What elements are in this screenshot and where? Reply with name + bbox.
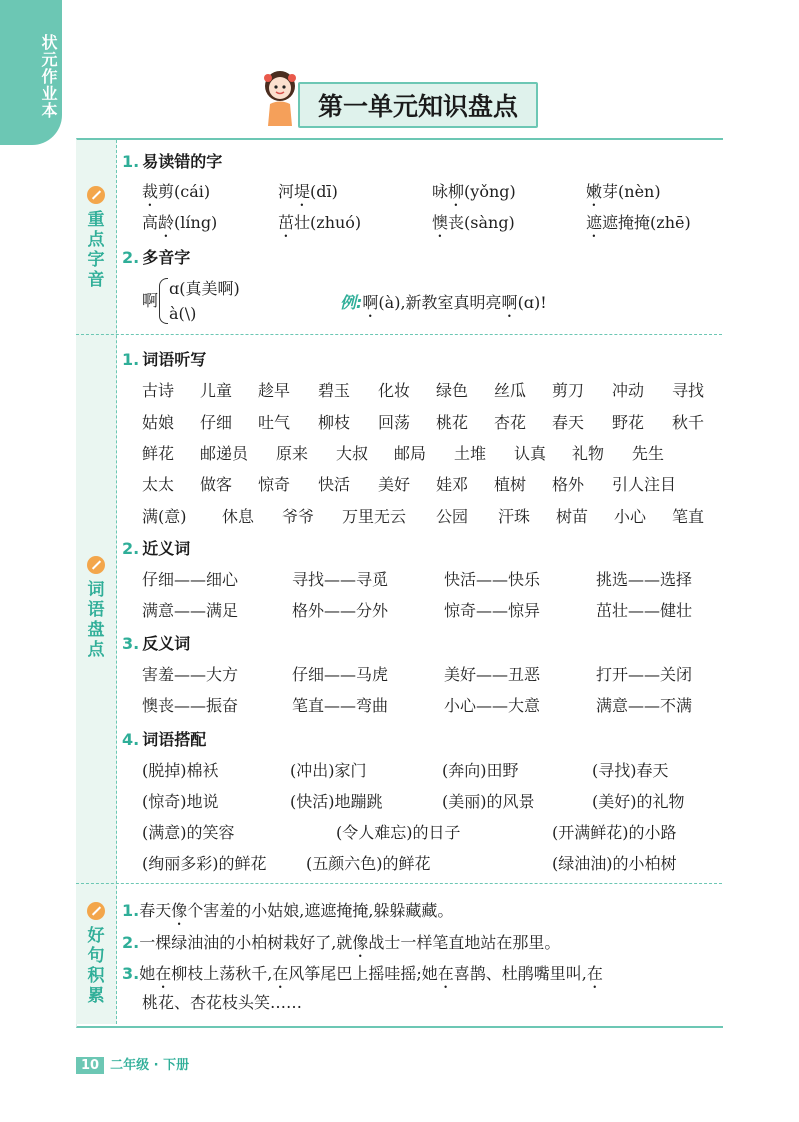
- sentence-text: 风筝尾巴上摇哇摇;她: [288, 964, 438, 983]
- dictation-word: 满(意): [142, 507, 187, 526]
- item-text: 遮掩掩(zhē): [602, 213, 691, 232]
- dictation-word: 丝瓜: [494, 381, 527, 400]
- heading-number: 2.: [122, 248, 140, 267]
- dictation-word: 化妆: [378, 381, 411, 400]
- sentence-dotted-char: 在: [155, 964, 172, 983]
- dictation-word: 爷爷: [282, 507, 315, 526]
- heading-text: 易读错的字: [142, 152, 223, 171]
- synonym-pair: 寻找——寻觅: [292, 570, 389, 589]
- dictation-word: 休息: [222, 507, 255, 526]
- dictation-word: 碧玉: [318, 381, 351, 400]
- heading-polyphone: [122, 245, 190, 268]
- dictation-word: 柳枝: [318, 413, 351, 432]
- heading-number: 2.: [122, 539, 140, 558]
- page-title: 第一单元知识盘点: [298, 82, 538, 128]
- dictation-word: 趁早: [258, 381, 291, 400]
- dictation-word: 鲜花: [142, 444, 175, 463]
- footer: [76, 1054, 189, 1074]
- item-dotted-char: 遮: [586, 213, 603, 232]
- dictation-word: 笔直: [672, 507, 705, 526]
- heading-text: 词语搭配: [142, 730, 207, 749]
- dictation-word: 吐气: [258, 413, 291, 432]
- section-divider: [76, 334, 722, 335]
- collocation-item: (开满鲜花)的小路: [552, 823, 677, 842]
- section-label-pronunciation: [76, 186, 116, 290]
- side-tab: [0, 0, 62, 145]
- collocation-item: (令人难忘)的日子: [336, 823, 461, 842]
- item-text: 壮(zhuó): [294, 213, 362, 232]
- sentence-line: [142, 990, 302, 1013]
- pencil-icon: [87, 902, 105, 920]
- antonym-pair: 仔细——马虎: [292, 665, 389, 684]
- collocation-item: (美好)的礼物: [592, 792, 685, 811]
- dictation-word: 秋千: [672, 413, 705, 432]
- sentence-text: 一棵绿油油的小柏树栽好了,就: [139, 933, 353, 952]
- sentence-dotted-char: 在: [272, 964, 289, 983]
- example-text: (ɑ)!: [517, 293, 547, 312]
- sentence-text: 个害羞的小姑娘,遮遮掩掩,躲躲藏藏。: [187, 901, 454, 920]
- item-text: 咏: [432, 182, 449, 201]
- heading-dictation: [122, 347, 206, 370]
- dictation-word: 回荡: [378, 413, 411, 432]
- dictation-word: 剪刀: [552, 381, 585, 400]
- pronunciation-item: [432, 179, 516, 210]
- item-text: (yǒng): [464, 182, 516, 201]
- dictation-word: 快活: [318, 475, 351, 494]
- antonym-pair: 打开——关闭: [596, 665, 693, 684]
- antonym-pair: 美好——丑恶: [444, 665, 541, 684]
- dictation-word: 娃邓: [436, 475, 469, 494]
- dictation-word: 土堆: [454, 444, 487, 463]
- dictation-word: 儿童: [200, 381, 233, 400]
- synonym-pair: 挑选——选择: [596, 570, 693, 589]
- sentence-dotted-char: 像: [352, 933, 369, 952]
- page-number: 10: [76, 1057, 104, 1074]
- section-label-text: 重点字音: [87, 210, 105, 290]
- section-label-text: 好句积累: [87, 926, 105, 1006]
- synonym-pair: 惊奇——惊异: [444, 601, 541, 620]
- dictation-word: 寻找: [672, 381, 705, 400]
- collocation-item: (冲出)家门: [290, 761, 367, 780]
- heading-text: 多音字: [142, 248, 191, 267]
- heading-antonyms: [122, 631, 190, 654]
- sentence-line: [122, 898, 453, 929]
- antonym-pair: 满意——不满: [596, 696, 693, 715]
- dictation-word: 认真: [514, 444, 547, 463]
- section-divider: [76, 883, 722, 884]
- pencil-icon: [87, 556, 105, 574]
- sentence-number: 1.: [122, 901, 140, 920]
- pencil-icon: [87, 186, 105, 204]
- sentence-text: 她: [139, 964, 156, 983]
- collocation-item: (五颜六色)的鲜花: [306, 854, 431, 873]
- sentence-line: [122, 930, 560, 961]
- dictation-word: 小心: [614, 507, 647, 526]
- dictation-word: 大叔: [336, 444, 369, 463]
- item-text: 丧(sàng): [448, 213, 515, 232]
- collocation-item: (奔向)田野: [442, 761, 519, 780]
- pronunciation-item: [586, 179, 661, 210]
- example-text: (à),新教室真明亮: [378, 293, 502, 312]
- synonym-pair: 快活——快乐: [444, 570, 541, 589]
- sentence-dotted-char: 在: [437, 964, 454, 983]
- item-text: 高: [142, 213, 159, 232]
- dictation-word: 格外: [552, 475, 585, 494]
- synonym-pair: 茁壮——健壮: [596, 601, 693, 620]
- item-dotted-char: 柳: [448, 182, 465, 201]
- collocation-item: (满意)的笑容: [142, 823, 235, 842]
- sentence-text: 春天: [139, 901, 172, 920]
- item-text: 芽(nèn): [602, 182, 661, 201]
- polyphone-example: [340, 290, 547, 321]
- item-dotted-char: 茁: [278, 213, 295, 232]
- dictation-word: 引人注目: [612, 475, 677, 494]
- collocation-item: (寻找)春天: [592, 761, 669, 780]
- heading-text: 词语听写: [142, 350, 207, 369]
- item-dotted-char: 懊: [432, 213, 449, 232]
- dictation-word: 春天: [552, 413, 585, 432]
- item-text: (líng): [174, 213, 218, 232]
- collocation-item: (脱掉)棉袄: [142, 761, 219, 780]
- item-dotted-char: 嫩: [586, 182, 603, 201]
- collocation-item: (美丽)的风景: [442, 792, 535, 811]
- heading-synonyms: [122, 536, 190, 559]
- dictation-word: 野花: [612, 413, 645, 432]
- dictation-word: 邮递员: [200, 444, 249, 463]
- antonym-pair: 懊丧——振奋: [142, 696, 239, 715]
- dictation-word: 姑娘: [142, 413, 175, 432]
- dictation-word: 美好: [378, 475, 411, 494]
- side-tab-text: 状元作业本: [39, 34, 58, 119]
- collocation-item: (快活)地蹦跳: [290, 792, 383, 811]
- example-char: 啊: [501, 293, 518, 312]
- item-dotted-char: 裁: [142, 182, 159, 201]
- dictation-word: 公园: [436, 507, 469, 526]
- dictation-word: 杏花: [494, 413, 527, 432]
- pronunciation-item: [142, 179, 210, 210]
- dictation-word: 植树: [494, 475, 527, 494]
- section-label-text: 词语盘点: [87, 580, 105, 660]
- dictation-word: 原来: [276, 444, 309, 463]
- heading-pronunciation: [122, 149, 222, 172]
- dictation-word: 桃花: [436, 413, 469, 432]
- polyphone-char: 啊: [142, 291, 159, 310]
- heading-number: 1.: [122, 152, 140, 171]
- antonym-pair: 小心——大意: [444, 696, 541, 715]
- sentence-text: 桃花、杏花枝头笑……: [142, 993, 303, 1012]
- dictation-word: 古诗: [142, 381, 175, 400]
- dictation-word: 冲动: [612, 381, 645, 400]
- dictation-word: 做客: [200, 475, 233, 494]
- section-label-words: [76, 556, 116, 660]
- sentence-dotted-char: 像: [171, 901, 188, 920]
- item-dotted-char: 龄: [158, 213, 175, 232]
- brace-icon: [159, 278, 168, 324]
- example-label: 例:: [340, 293, 363, 312]
- pronunciation-item: [586, 210, 691, 241]
- dictation-word: 绿色: [436, 381, 469, 400]
- sentence-dotted-char: 在: [586, 964, 603, 983]
- item-text: (dī): [310, 182, 338, 201]
- section-label-sentences: [76, 902, 116, 1006]
- sentence-text: 柳枝上荡秋千,: [171, 964, 273, 983]
- polyphone-reading-1: ɑ(真美啊): [169, 279, 240, 298]
- collocation-item: (惊奇)地说: [142, 792, 219, 811]
- item-dotted-char: 堤: [294, 182, 311, 201]
- heading-number: 1.: [122, 350, 140, 369]
- sentence-line: [122, 961, 603, 992]
- collocation-item: (绚丽多彩)的鲜花: [142, 854, 267, 873]
- sentence-text: 战士一样笔直地站在那里。: [368, 933, 561, 952]
- synonym-pair: 仔细——细心: [142, 570, 239, 589]
- heading-collocations: [122, 727, 206, 750]
- pronunciation-item: [278, 210, 361, 241]
- dictation-word: 礼物: [572, 444, 605, 463]
- heading-text: 反义词: [142, 634, 191, 653]
- sentence-number: 2.: [122, 933, 140, 952]
- synonym-pair: 满意——满足: [142, 601, 239, 620]
- pronunciation-item: [432, 210, 515, 241]
- antonym-pair: 笔直——弯曲: [292, 696, 389, 715]
- heading-number: 4.: [122, 730, 140, 749]
- girl-mascot-icon: [258, 66, 302, 126]
- grade-label: 二年级 · 下册: [110, 1058, 190, 1073]
- collocation-item: (绿油油)的小柏树: [552, 854, 677, 873]
- antonym-pair: 害羞——大方: [142, 665, 239, 684]
- sentence-number: 3.: [122, 964, 140, 983]
- example-char: 啊: [362, 293, 379, 312]
- dictation-word: 树苗: [556, 507, 589, 526]
- item-text: 河: [278, 182, 295, 201]
- dictation-word: 邮局: [394, 444, 427, 463]
- dictation-word: 太太: [142, 475, 175, 494]
- pronunciation-item: [142, 210, 217, 241]
- heading-text: 近义词: [142, 539, 191, 558]
- dictation-word: 惊奇: [258, 475, 291, 494]
- dictation-word: 汗珠: [498, 507, 531, 526]
- dictation-word: 万里无云: [342, 507, 407, 526]
- synonym-pair: 格外——分外: [292, 601, 389, 620]
- dictation-word: 仔细: [200, 413, 233, 432]
- sentence-text: 喜鹊、杜鹃嘴里叫,: [453, 964, 587, 983]
- dictation-word: 先生: [632, 444, 665, 463]
- pronunciation-item: [278, 179, 338, 210]
- heading-number: 3.: [122, 634, 140, 653]
- item-text: 剪(cái): [158, 182, 211, 201]
- polyphone-reading-2: à(\): [169, 304, 197, 323]
